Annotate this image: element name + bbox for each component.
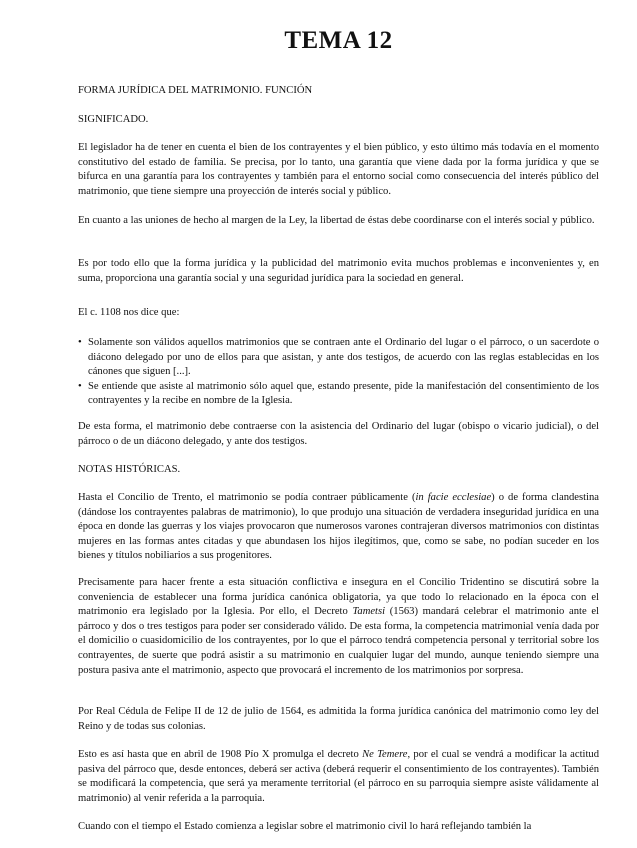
list-item bbox=[78, 380, 599, 409]
section-heading-forma-juridica: FORMA JURÍDICA DEL MATRIMONIO. FUNCIÓN bbox=[78, 85, 313, 96]
text-run: Hasta el Concilio de Trento, el matrimonio se podía contraer públicamente ( bbox=[78, 492, 416, 503]
italic-term: Tametsi bbox=[352, 606, 386, 618]
list-item-text: Solamente son válidos aquellos matrimonios que se contraen ante el Ordinario del lugar o el párroco, o un sacerdote o diácono delegado por uno de ellos para que asistan, y ante dos testigos, de acuerdo con las reglas establecidas en los cánones que siguen [...]. bbox=[88, 337, 599, 378]
paragraph-matrimonio-civil: Cuando con el tiempo el Estado comienza a legislar sobre el matrimonio civil lo hará reflejando también la bbox=[78, 821, 532, 832]
paragraph-concilio-tridentino bbox=[78, 576, 599, 678]
italic-term: Ne Temere bbox=[362, 749, 408, 760]
text-run: (1563) mandará celebrar el matrimonio ante el párroco y dos o tres testigos para poder ser considerado válido. De esta forma, la competencia matrimonial venía dada por el domicilio o cuasidomicilio de los contrayentes, por lo que el párroco tendrá competencia personal y territorial sobre los contrayentes, de suerte que podrá asistir a su matrimonio en cualquier lugar del mundo, aunque teniendo siempre una postura pasiva ante el matrimonio, aspecto que provocará el incremento de los matrimonios por sorpresa. bbox=[78, 606, 599, 676]
page-title: TEMA 12 bbox=[284, 27, 393, 54]
paragraph-real-cedula: Por Real Cédula de Felipe II de 12 de julio de 1564, es admitida la forma jurídica canónica del matrimonio como ley del Reino y de todas sus colonias. bbox=[78, 706, 599, 732]
paragraph-concilio-trento bbox=[78, 491, 599, 564]
paragraph-asistencia: De esta forma, el matrimonio debe contraerse con la asistencia del Ordinario del lugar (obispo o vicario judicial), o del párroco o de un diácono delegado, y ante dos testigos. bbox=[78, 421, 599, 447]
section-heading-notas-historicas: NOTAS HISTÓRICAS. bbox=[78, 464, 181, 475]
paragraph-uniones-de-hecho: En cuanto a las uniones de hecho al margen de la Ley, la libertad de éstas debe coordinarse con el interés social y público. bbox=[78, 215, 595, 226]
italic-term: in facie ecclesiae bbox=[415, 492, 492, 503]
text-run: ) o de forma clandestina (dándose los contrayentes palabras de matrimonio), lo que produjo una situación de verdadera inseguridad jurídica en una época en donde las guerras y los viajes provocaron que numerosos varones contrajeran diversos matrimonios con distintas mujeres en las formas antes citadas y que abundasen los hijos ilegítimos, que, como se sabe, no podían suceder en los bienes y títulos nobiliarios a sus progenitores. bbox=[78, 492, 600, 562]
paragraph-garantia: El legislador ha de tener en cuenta el bien de los contrayentes y el bien público, y esto último más todavía en el momento constitutivo del estado de familia. Se precisa, por lo tanto, una garantía que viene dada por la forma jurídica y que se bifurca en una garantía para los contrayentes y también para el entorno social como consecuencia del interés público del matrimonio, que tiene siempre una proyección de interés social y público. bbox=[78, 142, 599, 197]
bullet-icon: • bbox=[78, 380, 82, 392]
text-run: Esto es así hasta que en abril de 1908 Pío X promulga el decreto bbox=[78, 749, 363, 760]
paragraph-canon-1108: El c. 1108 nos dice que: bbox=[78, 307, 180, 318]
paragraph-ne-temere bbox=[78, 748, 599, 806]
canon-bullet-list bbox=[78, 336, 599, 409]
section-heading-significado: SIGNIFICADO. bbox=[78, 114, 149, 125]
list-item-text: Se entiende que asiste al matrimonio sólo aquel que, estando presente, pide la manifestación del consentimiento de los contrayentes y la recibe en nombre de la Iglesia. bbox=[88, 380, 599, 407]
text-run: , por el cual se vendrá a modificar la actitud pasiva del párroco que, desde entonces, deberá ser activa (deberá requerir el consentimiento de los contrayentes). También se modificará la competencia, que será ya meramente territorial (el párroco en su parroquia siempre asiste válidamente al matrimonio) al venir referida a la parroquia. bbox=[78, 749, 599, 804]
paragraph-publicidad: Es por todo ello que la forma jurídica y la publicidad del matrimonio evita muchos problemas e inconvenientes y, en suma, proporciona una garantía social y una seguridad jurídica para la sociedad en general. bbox=[78, 258, 599, 284]
bullet-icon: • bbox=[78, 337, 82, 348]
text-run: Precisamente para hacer frente a esta situación conflictiva e insegura en el Concilio Tridentino se discutirá sobre la conveniencia de establecer una forma jurídica canónica obligatoria, ya que todo lo relacionado en la época con el matrimonio era legislado por la Iglesia. Por ello, el Decreto bbox=[78, 577, 599, 618]
list-item bbox=[78, 336, 599, 380]
